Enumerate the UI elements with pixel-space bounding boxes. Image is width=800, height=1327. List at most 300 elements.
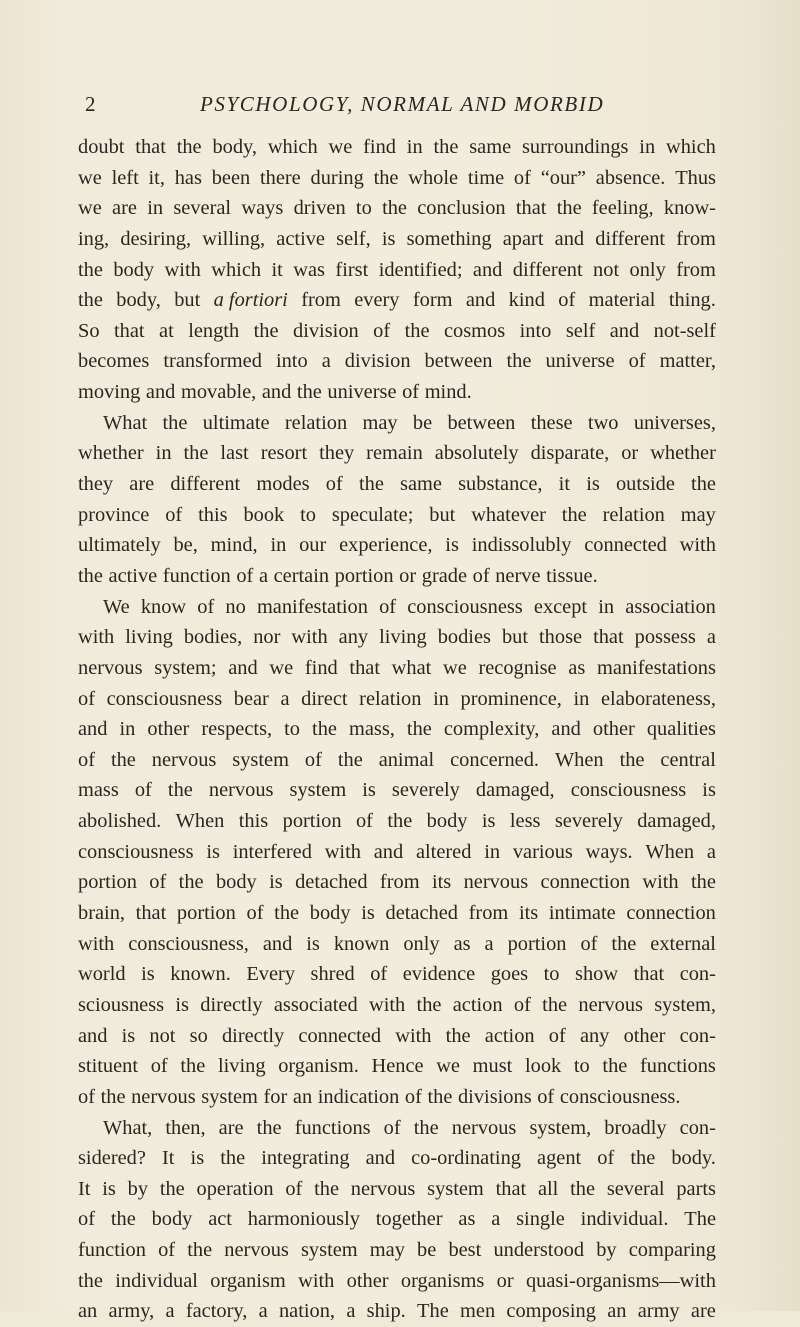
word: with xyxy=(679,534,716,557)
word: directly xyxy=(221,1024,285,1047)
text-line xyxy=(78,1235,716,1266)
word: bear xyxy=(233,687,269,710)
word: the xyxy=(556,197,582,220)
word: with xyxy=(78,626,115,649)
word: that xyxy=(633,963,665,986)
text-line xyxy=(78,132,716,163)
word: nation, xyxy=(278,1300,336,1323)
word: and xyxy=(465,289,496,312)
word: that xyxy=(114,319,145,342)
word: the xyxy=(314,1177,340,1200)
word: system, xyxy=(529,1116,592,1139)
text-line xyxy=(78,469,716,500)
word: identified; xyxy=(378,258,463,281)
word: in xyxy=(270,534,287,557)
word: by xyxy=(127,1177,149,1200)
word: by xyxy=(596,1239,617,1262)
word: portion xyxy=(78,871,137,894)
word: portion xyxy=(282,810,342,833)
word: the xyxy=(413,1116,439,1139)
word: material xyxy=(588,289,656,312)
word: its xyxy=(518,902,539,925)
word: respects, xyxy=(201,718,273,741)
word: we xyxy=(78,197,102,220)
word: the xyxy=(691,871,716,894)
word: intimate xyxy=(548,902,616,925)
word: a xyxy=(346,1300,356,1323)
text-line xyxy=(78,1051,716,1082)
word: the xyxy=(78,564,103,587)
text-line xyxy=(78,1174,716,1205)
text-line xyxy=(78,1204,716,1235)
word: action xyxy=(484,1024,535,1047)
word: resort xyxy=(260,442,308,465)
word: of xyxy=(548,1024,566,1047)
word: nervous xyxy=(578,993,643,1016)
word: with xyxy=(291,626,328,649)
word: of xyxy=(285,1177,303,1200)
word: men xyxy=(460,1300,496,1323)
word: evidence xyxy=(402,963,476,986)
word: goes xyxy=(490,963,529,986)
word: then, xyxy=(165,1116,206,1139)
word: division xyxy=(293,319,359,342)
word: its xyxy=(431,871,452,894)
word: in xyxy=(573,687,590,710)
word: detached xyxy=(295,871,368,894)
word: indication xyxy=(317,1085,400,1108)
word: at xyxy=(159,319,174,342)
word: and xyxy=(373,840,404,863)
word: altered xyxy=(415,840,472,863)
word: of xyxy=(472,564,490,587)
text-line xyxy=(78,1296,716,1327)
word: into xyxy=(519,319,552,342)
word: is xyxy=(206,840,220,863)
word: consciousness xyxy=(407,595,523,618)
word: of xyxy=(78,1085,95,1108)
word: be, xyxy=(173,534,198,557)
word: and xyxy=(365,1147,396,1170)
word: function xyxy=(78,1239,146,1262)
text-line xyxy=(78,929,716,960)
word: of xyxy=(197,595,215,618)
word: kind xyxy=(508,289,545,312)
word: relation xyxy=(602,503,665,526)
word: that xyxy=(349,656,380,679)
text-line xyxy=(78,163,716,194)
word: brain, xyxy=(78,902,125,925)
word: which xyxy=(267,136,318,158)
word: our xyxy=(299,534,327,557)
word: body, xyxy=(116,289,161,312)
word: division xyxy=(344,350,411,373)
word: system xyxy=(301,1239,358,1262)
text-line xyxy=(78,653,716,684)
word: When xyxy=(645,840,695,863)
word: and xyxy=(551,718,581,741)
word: system xyxy=(289,779,347,802)
word: When xyxy=(175,810,225,833)
word: active xyxy=(108,564,158,587)
word: sidered? xyxy=(78,1147,146,1170)
word: may xyxy=(680,503,716,526)
word: of xyxy=(580,932,598,955)
text-line xyxy=(78,500,716,531)
word: we xyxy=(443,656,467,679)
word: is xyxy=(269,871,283,894)
word: complexity, xyxy=(443,718,540,741)
word: find xyxy=(363,136,396,158)
page-header xyxy=(85,92,718,120)
text-line xyxy=(78,714,716,745)
word: connected xyxy=(298,1024,382,1047)
word: and xyxy=(472,258,503,281)
word: this xyxy=(238,810,269,833)
word: ways. xyxy=(585,840,633,863)
word: organism xyxy=(210,1269,286,1292)
word: of xyxy=(149,871,167,894)
word: mass, xyxy=(349,718,395,741)
word: different xyxy=(170,473,241,496)
word: any xyxy=(338,626,369,649)
word: The xyxy=(684,1208,716,1231)
word: the xyxy=(176,136,202,158)
word: is xyxy=(175,993,189,1016)
word: with xyxy=(324,840,361,863)
word: an xyxy=(292,1085,313,1108)
word: doubt xyxy=(78,136,125,158)
word: manifestation xyxy=(256,595,368,618)
word: is xyxy=(362,779,376,802)
word: and xyxy=(261,381,292,404)
word: or xyxy=(621,442,639,465)
word: best xyxy=(448,1239,482,1262)
running-title: PSYCHOLOGY, NORMAL AND MORBID xyxy=(200,92,605,116)
word: to xyxy=(355,197,372,220)
word: living xyxy=(379,626,427,649)
word: nervous xyxy=(208,779,274,802)
word: may xyxy=(362,411,398,434)
word: individual xyxy=(115,1269,198,1292)
word: of xyxy=(537,1085,555,1108)
word: what xyxy=(391,656,432,679)
word: be xyxy=(412,411,433,434)
word: is xyxy=(141,963,155,986)
word: except xyxy=(533,595,588,618)
word: only xyxy=(403,932,440,955)
word: is xyxy=(361,902,375,925)
word: length xyxy=(188,319,240,342)
word: the xyxy=(187,1239,213,1262)
word: absolutely xyxy=(434,442,519,465)
word: between xyxy=(424,350,493,373)
text-line xyxy=(78,1082,716,1113)
word: the xyxy=(100,1085,126,1108)
word: of xyxy=(628,350,646,373)
text-line xyxy=(78,193,716,224)
word: the xyxy=(416,993,442,1016)
word: in xyxy=(155,442,172,465)
word: elaborateness, xyxy=(601,687,716,710)
word: those xyxy=(539,626,583,649)
word: is xyxy=(702,779,716,802)
word: concerned. xyxy=(450,748,539,771)
word: understood xyxy=(493,1239,585,1262)
text-line xyxy=(78,622,716,653)
word: functions xyxy=(294,1116,371,1139)
word: the xyxy=(183,442,209,465)
word: active xyxy=(276,227,325,250)
word: we xyxy=(436,1055,460,1078)
word: was xyxy=(293,258,325,281)
text-line xyxy=(78,1113,716,1144)
text-line xyxy=(78,959,716,990)
word: severely xyxy=(391,779,460,802)
word: from xyxy=(676,227,716,250)
word: the xyxy=(387,810,413,833)
word: willing, xyxy=(202,227,266,250)
word: remain xyxy=(366,442,423,465)
text-line xyxy=(78,255,716,286)
text-line xyxy=(78,592,716,623)
word: organism. xyxy=(278,1055,359,1078)
word: nerve xyxy=(495,564,541,587)
word: same xyxy=(469,136,512,158)
text-line xyxy=(78,1143,716,1174)
word: form xyxy=(412,289,453,312)
word: the xyxy=(445,1024,471,1047)
word: are xyxy=(112,197,137,220)
word: every xyxy=(354,289,400,312)
word: nervous xyxy=(451,1116,517,1139)
word: any xyxy=(579,1024,610,1047)
word: with xyxy=(164,258,201,281)
word: damaged, xyxy=(637,810,716,833)
word: function xyxy=(162,564,231,587)
word: known xyxy=(333,932,390,955)
word: an xyxy=(607,1300,627,1323)
word: is xyxy=(190,1147,205,1170)
word: and xyxy=(554,227,585,250)
word: manifestations xyxy=(596,656,716,679)
word: other xyxy=(147,718,190,741)
word: nervous xyxy=(78,656,143,679)
word: of xyxy=(597,1147,615,1170)
word: bodies xyxy=(437,626,491,649)
word: of xyxy=(325,473,343,496)
word: different xyxy=(595,227,666,250)
word: be xyxy=(417,1239,437,1262)
word: sciousness xyxy=(78,993,165,1016)
word: nor xyxy=(253,626,281,649)
word: of xyxy=(78,687,95,710)
word: into xyxy=(275,350,308,373)
word: qualities xyxy=(646,718,716,741)
word: organisms xyxy=(400,1269,485,1292)
word: portion xyxy=(507,932,567,955)
word: body xyxy=(309,902,351,925)
word: the xyxy=(602,1055,628,1078)
word: ing, xyxy=(78,227,110,250)
word: in xyxy=(147,197,164,220)
word: it xyxy=(271,258,283,281)
word: is xyxy=(381,227,396,250)
word: abolished. xyxy=(78,810,162,833)
word: and xyxy=(609,319,640,342)
word: portion xyxy=(176,902,236,925)
word: is xyxy=(306,932,320,955)
word: as xyxy=(568,656,586,679)
word: relation xyxy=(284,411,348,434)
word: that xyxy=(495,1177,527,1200)
word: army xyxy=(637,1300,680,1323)
word: con- xyxy=(679,1024,716,1047)
word: that xyxy=(135,136,166,158)
word: or xyxy=(399,564,417,587)
word: moving xyxy=(78,381,141,404)
word: connected xyxy=(584,534,667,557)
word: It xyxy=(78,1177,91,1200)
word: during xyxy=(310,166,364,189)
word: of xyxy=(355,810,373,833)
word: harmoniously xyxy=(247,1208,360,1231)
word: external xyxy=(650,932,716,955)
word: So xyxy=(78,319,100,342)
word: body xyxy=(215,871,257,894)
word: integrating xyxy=(261,1147,350,1170)
word: experience, xyxy=(339,534,433,557)
word: functions xyxy=(639,1055,716,1078)
word: the xyxy=(611,932,637,955)
word: it, xyxy=(148,166,165,189)
word: What, xyxy=(103,1116,153,1139)
word: that xyxy=(135,902,167,925)
word: consciousness, xyxy=(128,932,249,955)
word: the xyxy=(570,1177,596,1200)
word: of xyxy=(304,748,322,771)
word: action xyxy=(452,993,503,1016)
word: and xyxy=(78,718,108,741)
word: universe xyxy=(545,350,615,373)
text-line xyxy=(78,224,716,255)
word: the xyxy=(159,1177,185,1200)
word: of xyxy=(379,595,397,618)
word: certain xyxy=(273,564,330,587)
word: together xyxy=(375,1208,443,1231)
word: is xyxy=(121,1024,136,1047)
text-line xyxy=(78,684,716,715)
word: nervous xyxy=(350,1177,416,1200)
text-line xyxy=(78,745,716,776)
word: province xyxy=(78,503,150,526)
word: whatever xyxy=(471,503,546,526)
word: individual. xyxy=(580,1208,669,1231)
word: Every xyxy=(246,963,296,986)
text-line xyxy=(78,775,716,806)
word: are xyxy=(690,1300,716,1323)
word: of xyxy=(402,381,420,404)
word: con- xyxy=(679,963,716,986)
word: Thus xyxy=(675,166,716,189)
word: mass xyxy=(78,779,119,802)
word: been xyxy=(211,166,251,189)
word: of xyxy=(134,779,152,802)
word: other xyxy=(592,718,635,741)
word: the xyxy=(382,197,407,220)
word: as xyxy=(458,1208,476,1231)
word: an xyxy=(78,1300,98,1323)
text-line xyxy=(78,806,716,837)
text-line xyxy=(78,1021,716,1052)
word: mind, xyxy=(210,534,258,557)
word: the xyxy=(256,1116,282,1139)
word: consciousness xyxy=(106,687,223,710)
word: they xyxy=(78,473,114,496)
word: parts xyxy=(676,1177,716,1200)
word: a xyxy=(321,350,331,373)
word: with xyxy=(368,993,406,1016)
word: matter, xyxy=(659,350,716,373)
text-line xyxy=(78,837,716,868)
word: of xyxy=(78,1208,95,1231)
word: a xyxy=(280,687,290,710)
word: nervous xyxy=(151,748,217,771)
text-line xyxy=(78,408,716,439)
word: feeling, xyxy=(591,197,654,220)
word: nervous xyxy=(131,1085,196,1108)
word: whole xyxy=(408,166,459,189)
word: of xyxy=(558,289,576,312)
word: a xyxy=(491,1208,501,1231)
word: self xyxy=(565,319,596,342)
word: body xyxy=(113,258,155,281)
word: the xyxy=(373,166,399,189)
word: association xyxy=(625,595,716,618)
text-line xyxy=(78,990,716,1021)
word: only xyxy=(629,258,666,281)
word: the xyxy=(167,779,193,802)
word: these xyxy=(530,411,573,434)
word: not xyxy=(593,258,620,281)
word: the xyxy=(78,1269,103,1292)
word: of xyxy=(246,902,264,925)
word: the xyxy=(406,718,432,741)
word: there xyxy=(259,166,301,189)
word: divisions xyxy=(457,1085,532,1108)
word: grade xyxy=(421,564,468,587)
word: of xyxy=(165,503,183,526)
word: but xyxy=(501,626,529,649)
word: ultimately xyxy=(78,534,161,557)
word: of xyxy=(236,564,254,587)
word: world xyxy=(78,963,126,986)
word: the xyxy=(110,1208,136,1231)
word: we xyxy=(78,166,102,189)
word: a xyxy=(258,1300,268,1323)
word: of xyxy=(370,963,388,986)
word: transformed xyxy=(163,350,262,373)
word: body xyxy=(426,810,468,833)
word: consciousness xyxy=(78,840,194,863)
word: whether xyxy=(78,442,144,465)
word: body xyxy=(151,1208,193,1231)
word: left xyxy=(111,166,139,189)
word: not xyxy=(149,1024,176,1047)
word: are xyxy=(218,1116,244,1139)
word: first xyxy=(335,258,369,281)
word: we xyxy=(269,656,294,679)
